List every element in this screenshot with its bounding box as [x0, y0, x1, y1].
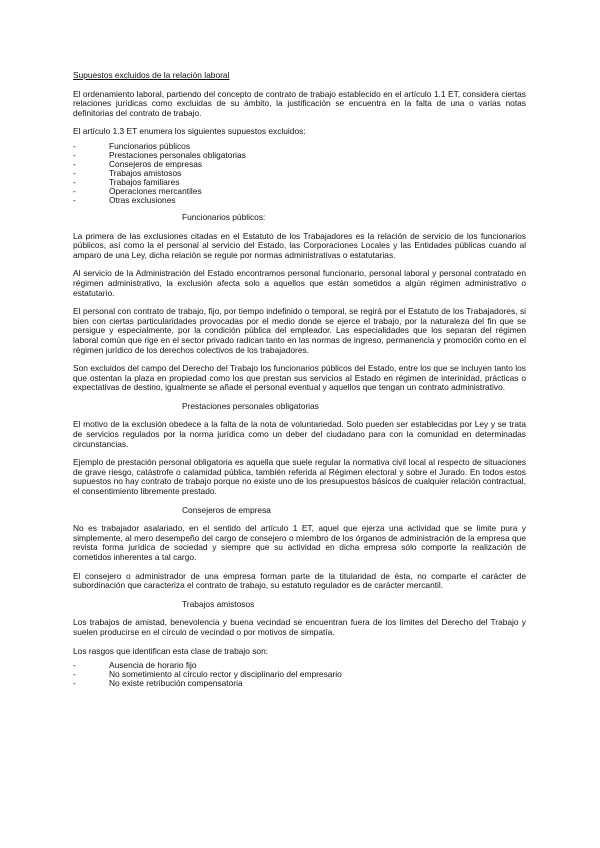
- list-item: - Ausencia de horario fijo: [73, 660, 197, 671]
- list-item: - Trabajos familiares: [73, 176, 180, 187]
- list-item: - Operaciones mercantiles: [73, 185, 202, 196]
- intro-paragraph: El ordenamiento laboral, partiendo del concepto de contrato de trabajo establecido en el artículo 1.1 ET, considera ciertas relaciones jurídicas como excluidas de su ámbito, la justificación se encuentra en la falta de una o varias notas definitorias del contrato de trabajo.: [73, 88, 526, 118]
- paragraph: El personal con contrato de trabajo, fijo, por tiempo indefinido o temporal, se regirá por el Estatuto de los Trabajadores, si bien con ciertas particularidades provocadas por el medio donde se ejerce el trabajo, por la naturaleza del fin que se persigue y especialmente, por la condición pública del empleador. Las especialidades que los separan del régimen laboral común que rige en el sector privado radican tanto en las normas de ingreso, permanencia y promoción como en el régimen jurídico de los derechos colectivos de los trabajadores.: [73, 306, 526, 355]
- list-item: - Otras exclusiones: [73, 194, 176, 205]
- list-item: - No existe retribución compensatoria: [73, 678, 243, 689]
- paragraph: Los trabajos de amistad, benevolencia y buena vecindad se encuentran fuera de los límites del Derecho del Trabajo y suelen producirse en el círculo de vecindad o por motivos de simpatía.: [73, 617, 526, 637]
- excluded-list: [73, 142, 526, 205]
- section-heading-amistosos: Trabajos amistosos: [182, 598, 255, 609]
- paragraph: El consejero o administrador de una empresa forman parte de la titularidad de ésta, no comparte el carácter de subordinación que caracteriza el contrato de trabajo, su estatuto regulador es de carácter mercantil.: [73, 570, 526, 591]
- list-item: - Funcionarios públicos: [73, 140, 191, 151]
- section-heading-consejeros: Consejeros de empresa: [182, 504, 271, 515]
- document-title: Supuestos excluidos de la relación laboral: [73, 70, 230, 80]
- paragraph: La primera de las exclusiones citadas en el Estatuto de los Trabajadores es la relación de servicio de los funcionarios públicos, así como la el personal al servicio del Estado, las Corporaciones Locales y las Entidades públicas cuando al amparo de una Ley, dicha relación se regule por normas administrativas o estatutarias.: [73, 230, 526, 260]
- paragraph: Los rasgos que identifican esta clase de trabajo son:: [73, 645, 269, 656]
- list-item: - Trabajos amistosos: [73, 167, 182, 178]
- traits-list: [73, 661, 526, 688]
- paragraph: El motivo de la exclusión obedece a la falta de la nota de voluntariedad. Solo pueden ser establecidas por Ley y se trata de servicios regulados por la norma jurídica como un deber del ciudadano para con la comunidad en determinadas circunstancias.: [73, 419, 526, 449]
- paragraph: Son excluidos del campo del Derecho del Trabajo los funcionarios públicos del Estado, entre los que se incluyen tanto los que ostentan la plaza en propiedad como los que prestan sus servicios al Estado en régimen de interinidad, prácticas o expectativas de destino, igualmente se añade el personal eventual y aquellos que tengan un contrato administrativo.: [73, 363, 526, 393]
- paragraph: No es trabajador asalariado, en el sentido del artículo 1 ET, aquel que ejerza una actividad que se limite pura y simplemente, al mero desempeño del cargo de consejero o miembro de los órganos de administración de la empresa que revista forma jurídica de sociedad y siempre que su actividad en dicha empresa sólo comporte la realización de cometidos inherentes a tal cargo.: [73, 523, 526, 562]
- list-item: - Consejeros de empresas: [73, 158, 203, 169]
- paragraph: Ejemplo de prestación personal obligatoria es aquella que suele regular la normativa civil local al respecto de situaciones de grave riesgo, catástrofe o calamidad pública, también referida al Régimen electoral y sobre el Jurado. En todos estos supuestos no hay contrato de trabajo porque no existe uno de los presupuestos básicos de cualquier relación contractual, el consentimiento libremente prestado.: [73, 457, 526, 497]
- section-heading-funcionarios: Funcionarios públicos:: [182, 211, 266, 222]
- list-item: - Prestaciones personales obligatorias: [73, 149, 246, 160]
- list-intro: El artículo 1.3 ET enumera los siguientes supuestos excluidos:: [73, 126, 306, 137]
- section-heading-prestaciones: Prestaciones personales obligatorias: [182, 400, 319, 411]
- list-item: - No sometimiento al círculo rector y disciplinario del empresario: [73, 669, 342, 680]
- document-page: [73, 71, 526, 696]
- paragraph: Al servicio de la Administración del Estado encontramos personal funcionario, personal laboral y personal contratado en régimen administrativo, la exclusión afecta solo a aquellos que están sometidos a algún régimen administrativo o estatutario.: [73, 268, 526, 298]
